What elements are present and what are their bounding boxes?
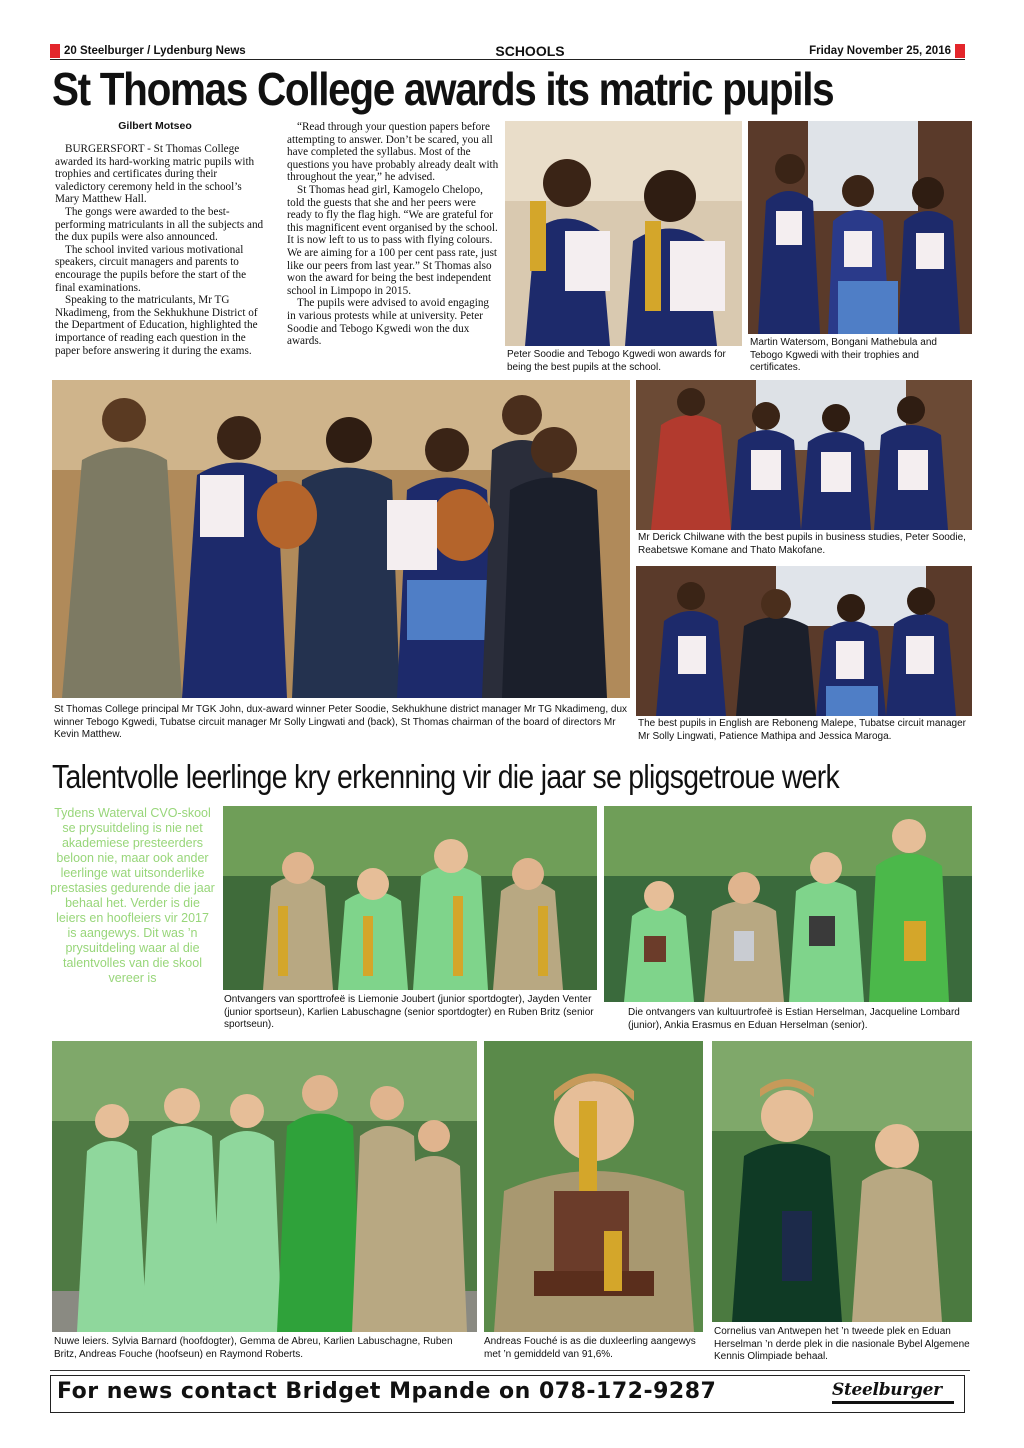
header-page-info: 20 Steelburger / Lydenburg News [64,45,246,57]
article-column-1 [55,143,267,357]
article-headline: St Thomas College awards its matric pupils [52,63,834,115]
paragraph: St Thomas head girl, Kamogelo Chelopo, told the guests that she and her peers were ready to fly the flag high. “We are grateful for this magnificent event organised by the school. It is now left to us to pass with flying colours. We are aiming for a 100 per cent pass rate, just like our peers from last year.” St Thomas also won the award for being the best independent school in Limpopo in 2015. [287,183,498,297]
caption-new-leaders: Nuwe leiers. Sylvia Barnard (hoofdogter), Gemma de Abreu, Karlien Labuschagne, Ruben Britz, Andreas Fouche (hoofseun) en Raymond Roberts. [54,1336,453,1360]
photo-dux-pupil [484,1041,703,1332]
header-accent-left [50,44,60,58]
caption-trophy-trio: Martin Watersom, Bongani Mathebula and Tebogo Kgwedi with their trophies and certificates. [750,337,937,373]
header-date: Friday November 25, 2016 [809,45,951,57]
article-column-2 [287,121,499,348]
photo-trophy-trio [748,121,972,334]
footer-contact: For news contact Bridget Mpande on 078-172-9287 [57,1379,717,1404]
article2-headline: Talentvolle leerlinge kry erkenning vir die jaar se pligsgetroue werk [52,758,840,795]
caption-sport-trophies: Ontvangers van sporttrofeë is Liemonie Joubert (junior sportdogter), Jayden Venter (junior sportseun), Karlien Labuschagne (senior sportdogter) en Ruben Britz (senior sportseun). [224,994,594,1030]
caption-principal-group: St Thomas College principal Mr TGK John, dux-award winner Peter Soodie, Sekhukhune district manager Mr TG Nkadimeng, dux winner Tebogo Kgwedi, Tubatse circuit manager Mr Solly Lingwati and (back), St Thomas chairman of the board of directors Mr Kevin Matthew. [54,704,628,740]
paragraph: The pupils were advised to avoid engaging in various protests while at university. Peter Soodie and Tebogo Kgwedi won the dux awards. [287,297,490,348]
paragraph: Speaking to the matriculants, Mr TG Nkadimeng, from the Sekhukhune District of the Department of Education, highlighted the importance of reading each question in the paper before answering it during the exams. [55,294,258,357]
footer-contact-box [50,1375,965,1413]
caption-english-pupils: The best pupils in English are Reboneng Malepe, Tubatse circuit manager Mr Solly Lingwati, Patience Mathipa and Jessica Maroga. [638,718,966,742]
photo-new-leaders [52,1041,477,1332]
photo-sport-trophies [223,806,597,990]
paragraph: The gongs were awarded to the best-performing matriculants in all the subjects and the dux pupils were also announced. [55,205,264,244]
caption-dux-pupil: Andreas Fouché is as die duxleerling aangewys met ’n gemiddeld van 91,6%. [484,1336,696,1360]
header-rule [50,59,965,60]
header-accent-right [955,44,965,58]
footer-rule [50,1370,970,1371]
caption-dux-winners: Peter Soodie and Tebogo Kgwedi won awards for being the best pupils at the school. [507,349,726,373]
photo-bible-olympiad [712,1041,972,1322]
steelburger-logo [828,1380,958,1408]
paragraph: BURGERSFORT - St Thomas College awarded its hard-working matric pupils with trophies and certificates during their valedictory ceremony held in the school’s Mary Matthew Hall. [55,143,255,206]
paragraph: “Read through your question papers before attempting to answer. Don’t be scared, you all have completed the syllabus. Most of the questions you have probably already dealt with throughout the year,” he advised. [287,121,499,184]
photo-business-studies [636,380,972,530]
photo-dux-winners [505,121,742,346]
paragraph: The school invited various motivational speakers, circuit managers and parents to encourage the pupils before the start of the final examinations. [55,243,247,294]
photo-culture-trophies [604,806,972,1002]
caption-business-studies: Mr Derick Chilwane with the best pupils in business studies, Peter Soodie, Reabetswe Komane and Thato Makofane. [638,532,966,556]
caption-culture-trophies: Die ontvangers van kultuurtrofeë is Estian Herselman, Jacqueline Lombard (junior), Ankia Erasmus en Eduan Herselman (senior). [628,1007,960,1031]
photo-principal-group [52,380,630,698]
logo-underline [832,1401,954,1404]
photo-english-pupils [636,566,972,716]
caption-bible-olympiad: Cornelius van Antwepen het ’n tweede plek en Eduan Herselman ’n derde plek in die nasionale Bybel Algemene Kennis Olimpiade behaal. [714,1326,970,1362]
header-section: SCHOOLS [495,43,565,59]
logo-wordmark: Steelburger [832,1380,942,1400]
article2-intro: Tydens Waterval CVO-skool se prysuitdeling is nie net akademiese presteerders beloon nie, maar ook ander leerlinge wat uitsonderlike prestasies gedurende die jaar behaal het. Verder is die leiers en hoofleiers vir 2017 is aangewys. Dit was ’n prysuitdeling waar al die talentvolles van die skool vereer is [50,806,215,985]
page-header [50,44,965,58]
article-byline: Gilbert Motseo [118,120,192,132]
